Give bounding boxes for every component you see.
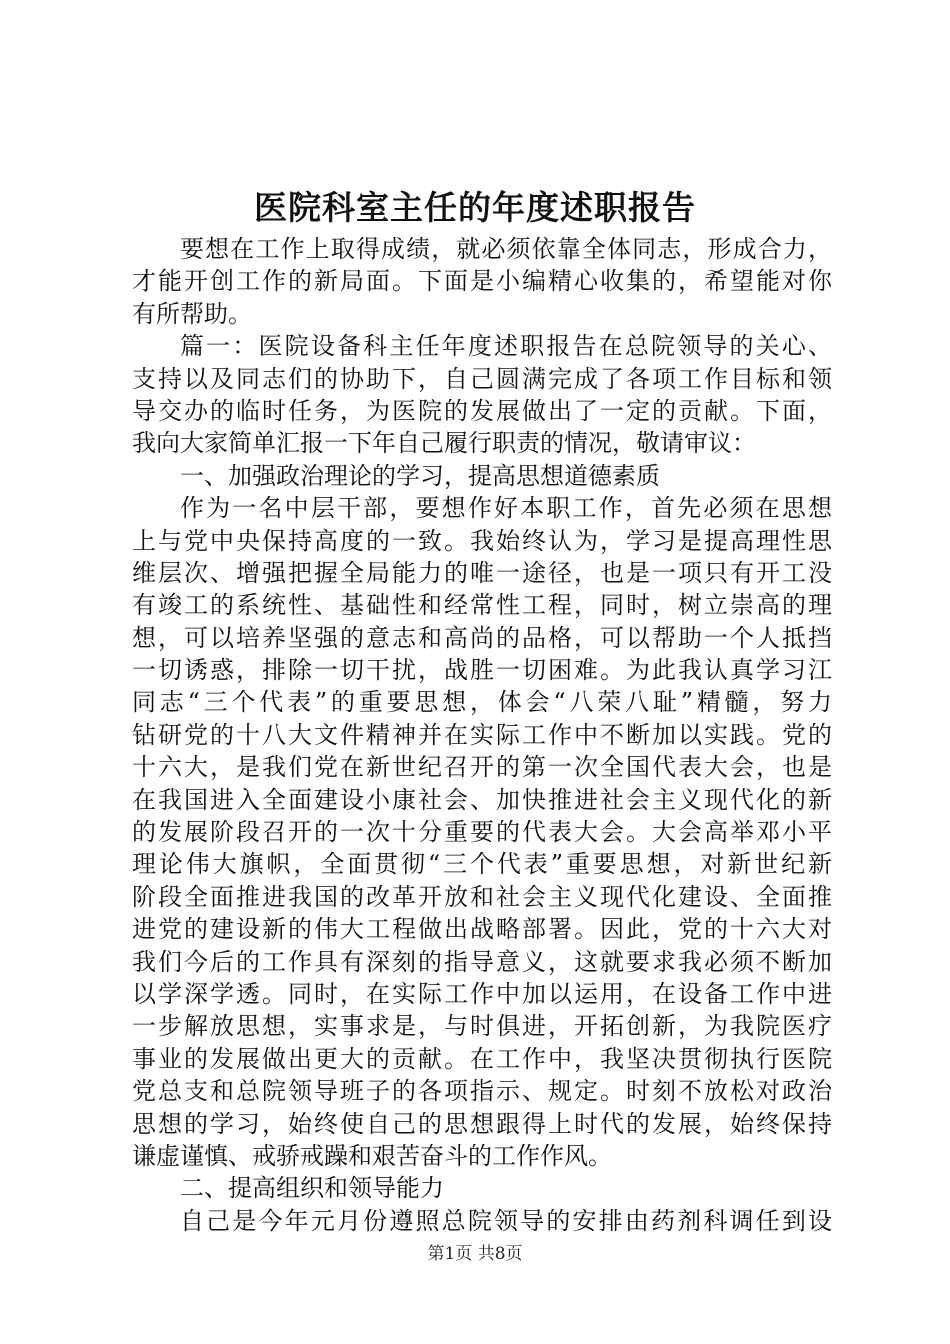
paragraph-line: 想，可以培养坚强的意志和高尚的品格，可以帮助一个人抵挡 [132,623,832,652]
paragraph-line: 才能开创工作的新局面。下面是小编精心收集的，希望能对你 [132,267,832,296]
document-body [132,233,832,1237]
paragraph-line: 谦虚谨慎、戒骄戒躁和艰苦奋斗的工作作风。 [132,1141,612,1170]
paragraph-line: 作为一名中层干部，要想作好本职工作，首先必须在思想 [180,494,832,523]
paragraph-line: 一步解放思想，实事求是，与时俱进，开拓创新，为我院医疗 [132,1012,832,1041]
paragraph-line: 有所帮助。 [132,299,252,328]
document-title: 医院科室主任的年度述职报告 [254,188,696,227]
paragraph-line: 维层次、增强把握全局能力的唯一途径，也是一项只有开工没 [132,558,832,587]
paragraph-line: 支持以及同志们的协助下，自己圆满完成了各项工作目标和领 [132,364,832,393]
paragraph-line: 二、提高组织和领导能力 [180,1174,444,1203]
paragraph-line: 自己是今年元月份遵照总院领导的安排由药剂科调任到设 [180,1206,832,1235]
paragraph-line: 理论伟大旗帜，全面贯彻“三个代表”重要思想，对新世纪新 [132,850,832,879]
paragraph-line: 篇一：医院设备科主任年度述职报告在总院领导的关心、 [180,332,832,361]
paragraph-line: 导交办的临时任务，为医院的发展做出了一定的贡献。下面， [132,396,832,425]
paragraph-line: 上与党中央保持高度的一致。我始终认为，学习是提高理性思 [132,526,832,555]
paragraph-line: 十六大，是我们党在新世纪召开的第一次全国代表大会，也是 [132,753,832,782]
paragraph-line: 的发展阶段召开的一次十分重要的代表大会。大会高举邓小平 [132,818,832,847]
paragraph-line: 以学深学透。同时，在实际工作中加以运用，在设备工作中进 [132,979,832,1008]
paragraph-line: 党总支和总院领导班子的各项指示、规定。时刻不放松对政治 [132,1077,832,1106]
paragraph-line: 钻研党的十八大文件精神并在实际工作中不断加以实践。党的 [132,720,832,749]
paragraph-line: 我向大家简单汇报一下年自己履行职责的情况，敬请审议： [132,429,756,458]
paragraph-line: 有竣工的系统性、基础性和经常性工程，同时，树立崇高的理 [132,591,832,620]
paragraph-line: 阶段全面推进我国的改革开放和社会主义现代化建设、全面推 [132,882,832,911]
paragraph-line: 思想的学习，始终使自己的思想跟得上时代的发展，始终保持 [132,1109,832,1138]
paragraph-line: 进党的建设新的伟大工程做出战略部署。因此，党的十六大对 [132,915,832,944]
paragraph-line: 在我国进入全面建设小康社会、加快推进社会主义现代化的新 [132,785,832,814]
paragraph-line: 同志“三个代表”的重要思想，体会“八荣八耻”精髓，努力 [132,688,832,717]
paragraph-line: 一切诱惑，排除一切干扰，战胜一切困难。为此我认真学习江 [132,656,832,685]
paragraph-line: 一、加强政治理论的学习，提高思想道德素质 [180,461,660,490]
paragraph-line: 要想在工作上取得成绩，就必须依靠全体同志，形成合力， [180,235,832,263]
paragraph-line: 事业的发展做出更大的贡献。在工作中，我坚决贯彻执行医院 [132,1044,832,1073]
paragraph-line: 我们今后的工作具有深刻的指导意义，这就要求我必须不断加 [132,947,832,976]
page-footer: 第1页 共8页 [427,1244,523,1264]
